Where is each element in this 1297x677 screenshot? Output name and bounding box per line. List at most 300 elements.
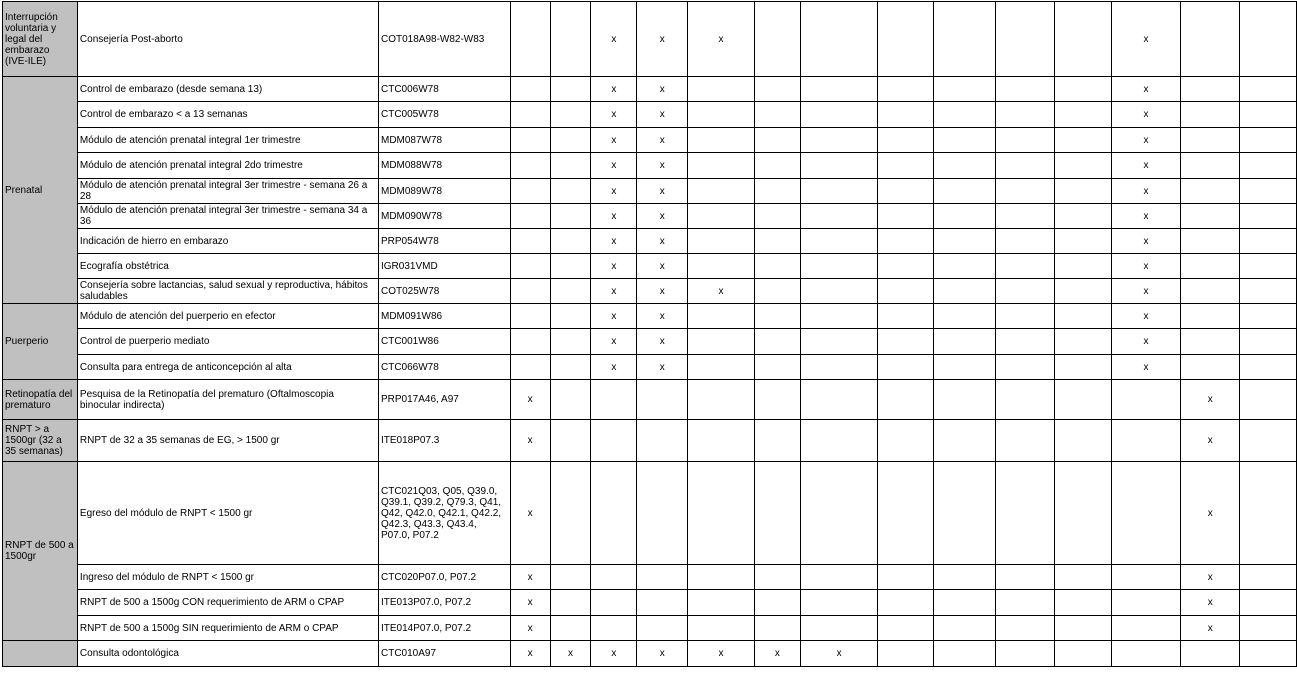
mark-cell xyxy=(1054,462,1111,565)
mark-cell xyxy=(878,616,934,641)
group-label: Puerperio xyxy=(3,304,78,380)
mark-cell xyxy=(996,329,1055,355)
mark-cell xyxy=(1240,590,1297,616)
mark-cell xyxy=(550,153,591,179)
group-label: Retinopatía del prematuro xyxy=(3,380,78,420)
mark-cell xyxy=(754,229,800,254)
mark-cell: x xyxy=(688,279,755,304)
mark-cell: x xyxy=(637,304,688,329)
mark-cell xyxy=(934,254,996,279)
mark-cell xyxy=(800,616,878,641)
mark-cell: x xyxy=(591,229,637,254)
table-row xyxy=(3,279,1297,304)
mark-cell xyxy=(754,204,800,229)
mark-cell xyxy=(1111,590,1181,616)
mark-cell xyxy=(934,128,996,153)
mark-cell xyxy=(996,380,1055,420)
mark-cell: x xyxy=(510,420,550,462)
mark-cell xyxy=(550,380,591,420)
row-code: CTC001W86 xyxy=(378,329,510,355)
mark-cell xyxy=(996,102,1055,128)
mark-cell xyxy=(754,616,800,641)
table-row xyxy=(3,304,1297,329)
mark-cell xyxy=(1054,179,1111,204)
mark-cell: x xyxy=(1111,128,1181,153)
mark-cell xyxy=(1111,420,1181,462)
mark-cell xyxy=(996,616,1055,641)
mark-cell: x xyxy=(637,179,688,204)
mark-cell: x xyxy=(510,590,550,616)
row-code: ITE013P07.0, P07.2 xyxy=(378,590,510,616)
mark-cell xyxy=(1111,565,1181,590)
mark-cell xyxy=(878,462,934,565)
mark-cell xyxy=(1240,380,1297,420)
row-code: COT025W78 xyxy=(378,279,510,304)
mark-cell: x xyxy=(591,102,637,128)
mark-cell xyxy=(754,179,800,204)
mark-cell xyxy=(510,77,550,102)
mark-cell xyxy=(800,204,878,229)
mark-cell: x xyxy=(1111,153,1181,179)
mark-cell xyxy=(1054,102,1111,128)
mark-cell xyxy=(550,254,591,279)
mark-cell: x xyxy=(637,102,688,128)
mark-cell: x xyxy=(637,128,688,153)
row-code: CTC021Q03, Q05, Q39.0, Q39.1, Q39.2, Q79.3, Q41, Q42, Q42.0, Q42.1, Q42.2, Q42.3, Q43.3, Q43.4, P07.0, P07.2 xyxy=(378,462,510,565)
row-description: Pesquisa de la Retinopatía del prematuro (Oftalmoscopia binocular indirecta) xyxy=(77,380,378,420)
mark-cell xyxy=(1054,153,1111,179)
mark-cell xyxy=(1111,462,1181,565)
mark-cell xyxy=(688,304,755,329)
mark-cell xyxy=(1181,355,1240,380)
mark-cell xyxy=(996,229,1055,254)
mark-cell xyxy=(1054,590,1111,616)
mark-cell xyxy=(800,179,878,204)
mark-cell: x xyxy=(637,254,688,279)
mark-cell xyxy=(550,2,591,77)
mark-cell: x xyxy=(1111,2,1181,77)
mark-cell: x xyxy=(688,2,755,77)
mark-cell xyxy=(934,2,996,77)
mark-cell xyxy=(878,355,934,380)
mark-cell xyxy=(878,204,934,229)
mark-cell xyxy=(1181,641,1240,667)
row-description: Control de puerperio mediato xyxy=(77,329,378,355)
mark-cell xyxy=(1181,153,1240,179)
mark-cell xyxy=(996,179,1055,204)
mark-cell xyxy=(754,565,800,590)
mark-cell xyxy=(878,329,934,355)
mark-cell xyxy=(754,77,800,102)
mark-cell xyxy=(550,279,591,304)
mark-cell xyxy=(878,641,934,667)
mark-cell xyxy=(1181,279,1240,304)
mark-cell xyxy=(1111,616,1181,641)
mark-cell xyxy=(550,102,591,128)
mark-cell xyxy=(1054,565,1111,590)
mark-cell: x xyxy=(1111,304,1181,329)
mark-cell xyxy=(688,102,755,128)
row-description: RNPT de 500 a 1500g SIN requerimiento de ARM o CPAP xyxy=(77,616,378,641)
mark-cell: x xyxy=(637,77,688,102)
mark-cell xyxy=(1181,128,1240,153)
mark-cell xyxy=(934,565,996,590)
row-description: Indicación de hierro en embarazo xyxy=(77,229,378,254)
mark-cell: x xyxy=(1181,420,1240,462)
row-code: MDM087W78 xyxy=(378,128,510,153)
mark-cell xyxy=(1240,279,1297,304)
row-code: MDM088W78 xyxy=(378,153,510,179)
mark-cell xyxy=(550,179,591,204)
mark-cell xyxy=(996,279,1055,304)
mark-cell xyxy=(1240,355,1297,380)
mark-cell xyxy=(996,355,1055,380)
mark-cell xyxy=(996,462,1055,565)
table-row xyxy=(3,641,1297,667)
mark-cell: x xyxy=(1181,590,1240,616)
row-code: ITE014P07.0, P07.2 xyxy=(378,616,510,641)
mark-cell xyxy=(688,616,755,641)
mark-cell xyxy=(591,380,637,420)
mark-cell xyxy=(800,355,878,380)
table-row xyxy=(3,355,1297,380)
mark-cell xyxy=(1181,254,1240,279)
row-code: MDM091W86 xyxy=(378,304,510,329)
mark-cell xyxy=(637,420,688,462)
mark-cell xyxy=(550,462,591,565)
mark-cell xyxy=(510,102,550,128)
mark-cell xyxy=(510,279,550,304)
mark-cell xyxy=(1181,77,1240,102)
mark-cell xyxy=(996,254,1055,279)
mark-cell xyxy=(754,380,800,420)
mark-cell xyxy=(688,565,755,590)
row-description: Ingreso del módulo de RNPT < 1500 gr xyxy=(77,565,378,590)
mark-cell xyxy=(550,616,591,641)
row-description: Módulo de atención prenatal integral 1er trimestre xyxy=(77,128,378,153)
row-description: Consulta para entrega de anticoncepción al alta xyxy=(77,355,378,380)
mark-cell xyxy=(637,616,688,641)
mark-cell: x xyxy=(591,77,637,102)
mark-cell xyxy=(1054,355,1111,380)
mark-cell xyxy=(934,329,996,355)
mark-cell xyxy=(688,77,755,102)
mark-cell xyxy=(550,204,591,229)
mark-cell xyxy=(800,128,878,153)
table-row xyxy=(3,590,1297,616)
mark-cell xyxy=(510,304,550,329)
mark-cell: x xyxy=(1181,380,1240,420)
mark-cell: x xyxy=(688,641,755,667)
mark-cell xyxy=(688,204,755,229)
mark-cell: x xyxy=(591,329,637,355)
mark-cell: x xyxy=(800,641,878,667)
mark-cell: x xyxy=(1111,229,1181,254)
mark-cell xyxy=(1181,2,1240,77)
mark-cell xyxy=(550,420,591,462)
row-code: MDM090W78 xyxy=(378,204,510,229)
row-description: Módulo de atención del puerperio en efector xyxy=(77,304,378,329)
row-description: Ecografía obstétrica xyxy=(77,254,378,279)
mark-cell xyxy=(1240,179,1297,204)
mark-cell: x xyxy=(510,641,550,667)
row-description: RNPT de 500 a 1500g CON requerimiento de ARM o CPAP xyxy=(77,590,378,616)
mark-cell xyxy=(1181,329,1240,355)
mark-cell xyxy=(688,153,755,179)
row-description: Egreso del módulo de RNPT < 1500 gr xyxy=(77,462,378,565)
mark-cell xyxy=(637,380,688,420)
table-row xyxy=(3,128,1297,153)
row-code: CTC010A97 xyxy=(378,641,510,667)
mark-cell xyxy=(510,254,550,279)
row-description: Módulo de atención prenatal integral 2do trimestre xyxy=(77,153,378,179)
mark-cell xyxy=(688,229,755,254)
mark-cell xyxy=(754,128,800,153)
mark-cell xyxy=(510,179,550,204)
mark-cell xyxy=(878,2,934,77)
mark-cell xyxy=(934,153,996,179)
mark-cell xyxy=(934,304,996,329)
mark-cell xyxy=(1181,204,1240,229)
mark-cell: x xyxy=(637,2,688,77)
mark-cell: x xyxy=(637,204,688,229)
mark-cell xyxy=(1181,179,1240,204)
mark-cell xyxy=(934,380,996,420)
table-row xyxy=(3,102,1297,128)
mark-cell xyxy=(878,153,934,179)
mark-cell xyxy=(1054,229,1111,254)
mark-cell xyxy=(1240,204,1297,229)
table-row xyxy=(3,420,1297,462)
mark-cell xyxy=(550,329,591,355)
mark-cell xyxy=(1240,254,1297,279)
row-code: CTC005W78 xyxy=(378,102,510,128)
mark-cell: x xyxy=(637,229,688,254)
mark-cell xyxy=(800,329,878,355)
mark-cell xyxy=(800,77,878,102)
mark-cell xyxy=(878,420,934,462)
mark-cell xyxy=(510,153,550,179)
mark-cell xyxy=(1111,641,1181,667)
mark-cell: x xyxy=(637,153,688,179)
mark-cell xyxy=(878,304,934,329)
mark-cell: x xyxy=(1111,329,1181,355)
mark-cell xyxy=(996,565,1055,590)
row-description: Consulta odontológica xyxy=(77,641,378,667)
mark-cell xyxy=(1240,128,1297,153)
mark-cell: x xyxy=(510,380,550,420)
mark-cell xyxy=(1181,304,1240,329)
row-description: Módulo de atención prenatal integral 3er trimestre - semana 34 a 36 xyxy=(77,204,378,229)
mark-cell xyxy=(800,254,878,279)
mark-cell xyxy=(934,179,996,204)
mark-cell xyxy=(1054,641,1111,667)
mark-cell xyxy=(754,254,800,279)
mark-cell xyxy=(800,102,878,128)
row-description: Control de embarazo < a 13 semanas xyxy=(77,102,378,128)
mark-cell xyxy=(800,590,878,616)
mark-cell: x xyxy=(591,355,637,380)
mark-cell xyxy=(878,128,934,153)
table-row xyxy=(3,229,1297,254)
mark-cell xyxy=(550,77,591,102)
mark-cell xyxy=(510,229,550,254)
mark-cell xyxy=(754,2,800,77)
row-description: Control de embarazo (desde semana 13) xyxy=(77,77,378,102)
mark-cell xyxy=(934,355,996,380)
mark-cell xyxy=(1240,616,1297,641)
mark-cell: x xyxy=(591,179,637,204)
row-description: Consejería sobre lactancias, salud sexual y reproductiva, hábitos saludables xyxy=(77,279,378,304)
mark-cell xyxy=(934,641,996,667)
group-label: Interrupción voluntaria y legal del embarazo (IVE-ILE) xyxy=(3,2,78,77)
mark-cell xyxy=(996,641,1055,667)
mark-cell xyxy=(996,77,1055,102)
mark-cell xyxy=(637,590,688,616)
row-code: CTC020P07.0, P07.2 xyxy=(378,565,510,590)
mark-cell xyxy=(688,420,755,462)
group-label: RNPT > a 1500gr (32 a 35 semanas) xyxy=(3,420,78,462)
mark-cell xyxy=(550,590,591,616)
mark-cell xyxy=(996,590,1055,616)
mark-cell xyxy=(510,355,550,380)
mark-cell: x xyxy=(510,462,550,565)
mark-cell xyxy=(800,380,878,420)
mark-cell xyxy=(550,128,591,153)
mark-cell xyxy=(637,462,688,565)
mark-cell xyxy=(996,153,1055,179)
mark-cell xyxy=(996,304,1055,329)
mark-cell xyxy=(591,462,637,565)
mark-cell: x xyxy=(510,616,550,641)
row-code: COT018A98-W82-W83 xyxy=(378,2,510,77)
mark-cell xyxy=(1240,329,1297,355)
mark-cell: x xyxy=(1181,565,1240,590)
mark-cell xyxy=(1054,204,1111,229)
mark-cell xyxy=(688,254,755,279)
row-code: ITE018P07.3 xyxy=(378,420,510,462)
table-row xyxy=(3,565,1297,590)
mark-cell xyxy=(1240,77,1297,102)
mark-cell xyxy=(637,565,688,590)
mark-cell xyxy=(510,204,550,229)
mark-cell: x xyxy=(591,153,637,179)
mark-cell xyxy=(934,77,996,102)
table-row xyxy=(3,616,1297,641)
mark-cell: x xyxy=(754,641,800,667)
mark-cell xyxy=(688,128,755,153)
mark-cell xyxy=(591,565,637,590)
table-row xyxy=(3,179,1297,204)
mark-cell: x xyxy=(1111,254,1181,279)
table-row xyxy=(3,204,1297,229)
mark-cell xyxy=(754,462,800,565)
mark-cell xyxy=(996,2,1055,77)
mark-cell: x xyxy=(591,279,637,304)
mark-cell xyxy=(1240,2,1297,77)
mark-cell: x xyxy=(637,329,688,355)
mark-cell: x xyxy=(591,128,637,153)
mark-cell xyxy=(934,420,996,462)
mark-cell xyxy=(934,616,996,641)
table-row xyxy=(3,462,1297,565)
mark-cell: x xyxy=(510,565,550,590)
mark-cell xyxy=(510,2,550,77)
mark-cell: x xyxy=(637,641,688,667)
mark-cell xyxy=(1054,304,1111,329)
table-body xyxy=(3,2,1297,667)
mark-cell xyxy=(591,616,637,641)
mark-cell: x xyxy=(1111,279,1181,304)
mark-cell xyxy=(1054,380,1111,420)
mark-cell xyxy=(878,380,934,420)
mark-cell xyxy=(1181,229,1240,254)
mark-cell xyxy=(878,279,934,304)
mark-cell xyxy=(1240,102,1297,128)
mark-cell xyxy=(934,229,996,254)
mark-cell: x xyxy=(1181,616,1240,641)
table-row xyxy=(3,254,1297,279)
mark-cell xyxy=(688,462,755,565)
mark-cell: x xyxy=(1111,204,1181,229)
mark-cell xyxy=(934,102,996,128)
mark-cell xyxy=(550,565,591,590)
mark-cell: x xyxy=(637,355,688,380)
mark-cell xyxy=(878,77,934,102)
mark-cell xyxy=(878,102,934,128)
mark-cell xyxy=(1054,2,1111,77)
mark-cell xyxy=(754,329,800,355)
mark-cell xyxy=(1054,616,1111,641)
row-description: Consejería Post-aborto xyxy=(77,2,378,77)
mark-cell xyxy=(800,2,878,77)
mark-cell: x xyxy=(1111,77,1181,102)
mark-cell xyxy=(754,355,800,380)
row-code: MDM089W78 xyxy=(378,179,510,204)
mark-cell: x xyxy=(550,641,591,667)
mark-cell: x xyxy=(591,254,637,279)
row-code: PRP017A46, A97 xyxy=(378,380,510,420)
mark-cell xyxy=(800,565,878,590)
mark-cell xyxy=(591,420,637,462)
mark-cell xyxy=(934,462,996,565)
mark-cell xyxy=(878,565,934,590)
mark-cell xyxy=(1240,565,1297,590)
mark-cell xyxy=(1054,329,1111,355)
row-code: CTC006W78 xyxy=(378,77,510,102)
mark-cell xyxy=(1054,128,1111,153)
mark-cell xyxy=(800,279,878,304)
mark-cell xyxy=(800,304,878,329)
mark-cell xyxy=(996,420,1055,462)
mark-cell xyxy=(1240,229,1297,254)
mark-cell xyxy=(754,420,800,462)
mark-cell xyxy=(878,179,934,204)
row-code: IGR031VMD xyxy=(378,254,510,279)
mark-cell xyxy=(878,229,934,254)
mark-cell: x xyxy=(1111,102,1181,128)
mark-cell xyxy=(1181,102,1240,128)
mark-cell xyxy=(1240,641,1297,667)
mark-cell xyxy=(754,590,800,616)
mark-cell xyxy=(688,329,755,355)
mark-cell xyxy=(550,304,591,329)
mark-cell xyxy=(1240,420,1297,462)
mark-cell xyxy=(1240,304,1297,329)
table-row xyxy=(3,329,1297,355)
mark-cell xyxy=(1240,462,1297,565)
mark-cell xyxy=(878,590,934,616)
